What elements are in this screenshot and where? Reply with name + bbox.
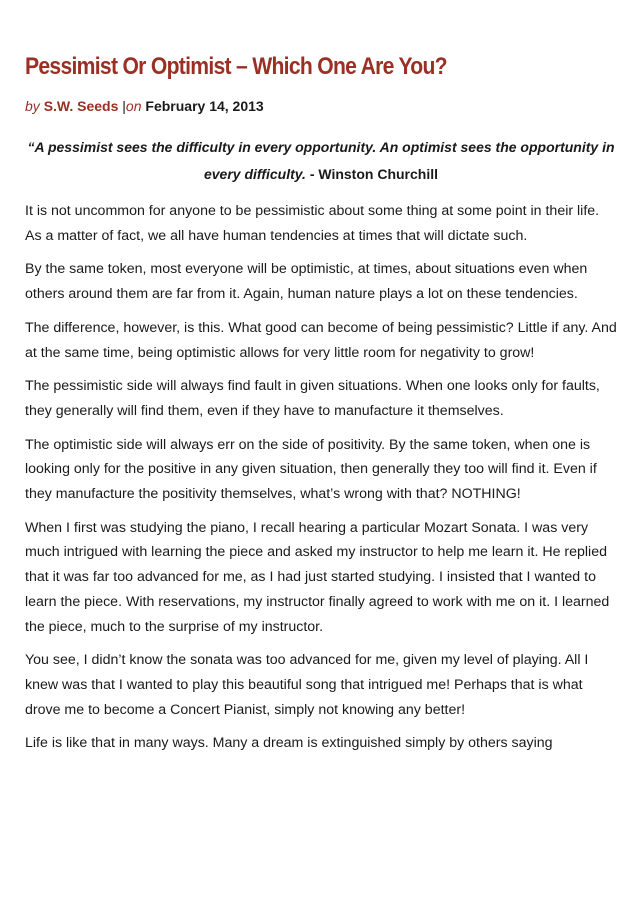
byline-separator: |: [122, 98, 126, 114]
paragraph: By the same token, most everyone will be optimistic, at times, about situations even when others around them are far from it. Again, human nature plays a lot on these tendencies.: [25, 261, 588, 303]
byline: [25, 96, 264, 116]
author-link[interactable]: S.W. Seeds: [43, 98, 119, 114]
paragraph: Life is like that in many ways. Many a dream is extinguished simply by others saying: [25, 735, 553, 752]
paragraph: The pessimistic side will always find fault in given situations. When one looks only for faults, they generally will find them, even if they have to manufacture it themselves.: [25, 378, 600, 419]
blockquote: [25, 134, 617, 188]
paragraph: You see, I didn’t know the sonata was too advanced for me, given my level of playing. All I knew was that I wanted to play this beautiful song that intrigued me! Perhaps that is what drove me to become a Concert Pianist, simply not knowing any better!: [25, 652, 589, 718]
quote-attribution: - Winston Churchill: [309, 166, 439, 182]
article-body: [25, 199, 617, 765]
paragraph: It is not uncommon for anyone to be pessimistic about some thing at some point in their life. As a matter of fact, we all have human tendencies at times that will dictate such.: [25, 203, 600, 244]
byline-by-label: by: [25, 98, 40, 114]
paragraph: When I first was studying the piano, I recall hearing a particular Mozart Sonata. I was very much intrigued with learning the piece and asked my instructor to help me learn it. He replied that it was far too advanced for me, as I had just started studying. I insisted that I wanted to learn the piece. With reservations, my instructor finally agreed to work with me on it. I learned the piece, much to the surprise of my instructor.: [25, 519, 610, 635]
paragraph: The difference, however, is this. What good can become of being pessimistic? Little if any. And at the same time, being optimistic allows for very little room for negativity to grow!: [25, 319, 617, 361]
quote-text: “A pessimist sees the difficulty in every opportunity. An optimist sees the opportunity in every difficulty.: [27, 139, 615, 182]
byline-on-label: on: [125, 98, 142, 114]
paragraph: The optimistic side will always err on the side of positivity. By the same token, when one is looking only for the positive in any given situation, then generally they too will find it. Even if they manufacture the positivity themselves, what’s wrong with that? NOTHING!: [25, 436, 597, 503]
article-title: Pessimist Or Optimist – Which One Are You?: [25, 53, 447, 80]
post-date: February 14, 2013: [145, 98, 264, 114]
